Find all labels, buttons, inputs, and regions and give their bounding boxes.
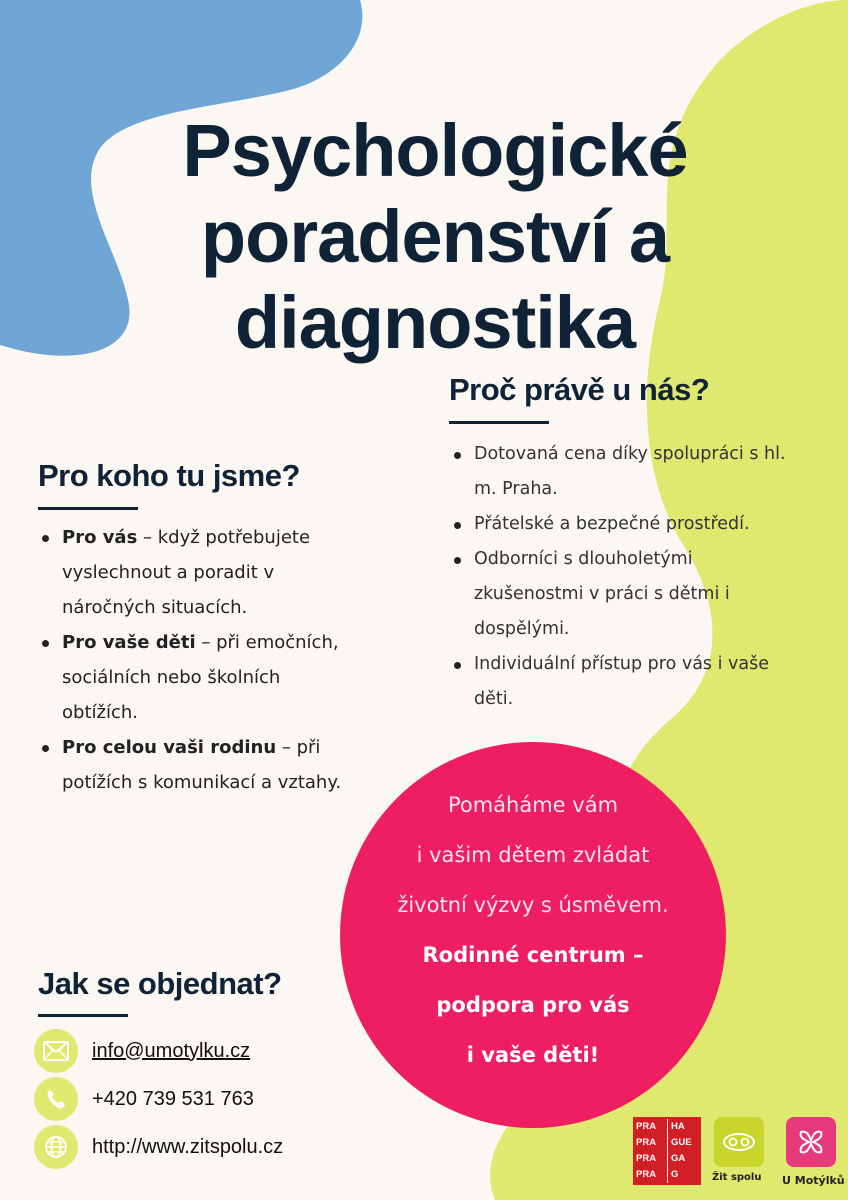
contact-email-row	[34, 1028, 354, 1074]
circle-line-6: i vaše děti!	[466, 1043, 600, 1067]
for-whom-list	[38, 520, 398, 800]
phone-number[interactable]: +420 739 531 763	[92, 1087, 254, 1110]
why-heading: Proč právě u nás?	[449, 372, 710, 407]
zit-spolu-label: Žit spolu	[712, 1172, 762, 1183]
contact-heading-rule	[38, 1014, 128, 1017]
circle-message	[340, 780, 726, 1080]
list-item: Dotovaná cena díky spolupráci s hl. m. Praha.	[450, 437, 840, 507]
list-item: Přátelské a bezpečné prostředí.	[450, 507, 840, 542]
why-heading-rule	[449, 421, 549, 424]
phone-icon	[34, 1077, 78, 1121]
praha-logo-left: PRA PRA PRA PRA	[636, 1121, 657, 1180]
title-line-3: diagnostika	[234, 281, 636, 364]
list-item: Odborníci s dlouholetými zkušenostmi v práci s dětmi i dospělými.	[450, 542, 840, 647]
list-item: Pro vaše děti – při emočních, sociálních nebo školních obtížích.	[38, 625, 398, 730]
website-link[interactable]: http://www.zitspolu.cz	[92, 1135, 284, 1158]
email-link[interactable]: info@umotylku.cz	[92, 1039, 251, 1062]
contact-web-row	[34, 1124, 354, 1170]
mail-icon	[34, 1029, 78, 1073]
for-whom-heading: Pro koho tu jsme?	[38, 458, 300, 493]
for-whom-heading-rule	[38, 507, 138, 510]
list-item: Individuální přístup pro vás i vaše děti.	[450, 647, 840, 717]
page-title	[90, 108, 780, 366]
circle-line-2: i vašim dětem zvládat	[416, 843, 650, 867]
circle-line-4: Rodinné centrum –	[422, 943, 644, 967]
u-motylku-label: U Motýlků	[782, 1174, 845, 1187]
u-motylku-logo	[786, 1117, 836, 1167]
contact-heading: Jak se objednat?	[38, 966, 282, 1001]
praha-logo-right: HA GUE GA G	[667, 1119, 698, 1183]
contact-phone-row	[34, 1076, 354, 1122]
praha-logo	[633, 1117, 701, 1185]
globe-icon	[34, 1125, 78, 1169]
circle-line-5: podpora pro vás	[436, 993, 630, 1017]
circle-line-1: Pomáháme vám	[447, 793, 619, 817]
list-item: Pro celou vaši rodinu – při potížích s komunikací a vztahy.	[38, 730, 398, 800]
title-line-2: poradenství a	[200, 195, 670, 278]
circle-line-3: životní výzvy s úsměvem.	[397, 893, 669, 917]
list-item: Pro vás – když potřebujete vyslechnout a poradit v náročných situacích.	[38, 520, 398, 625]
why-list	[450, 437, 840, 717]
title-line-1: Psychologické	[182, 109, 688, 192]
zit-spolu-logo	[714, 1117, 764, 1167]
